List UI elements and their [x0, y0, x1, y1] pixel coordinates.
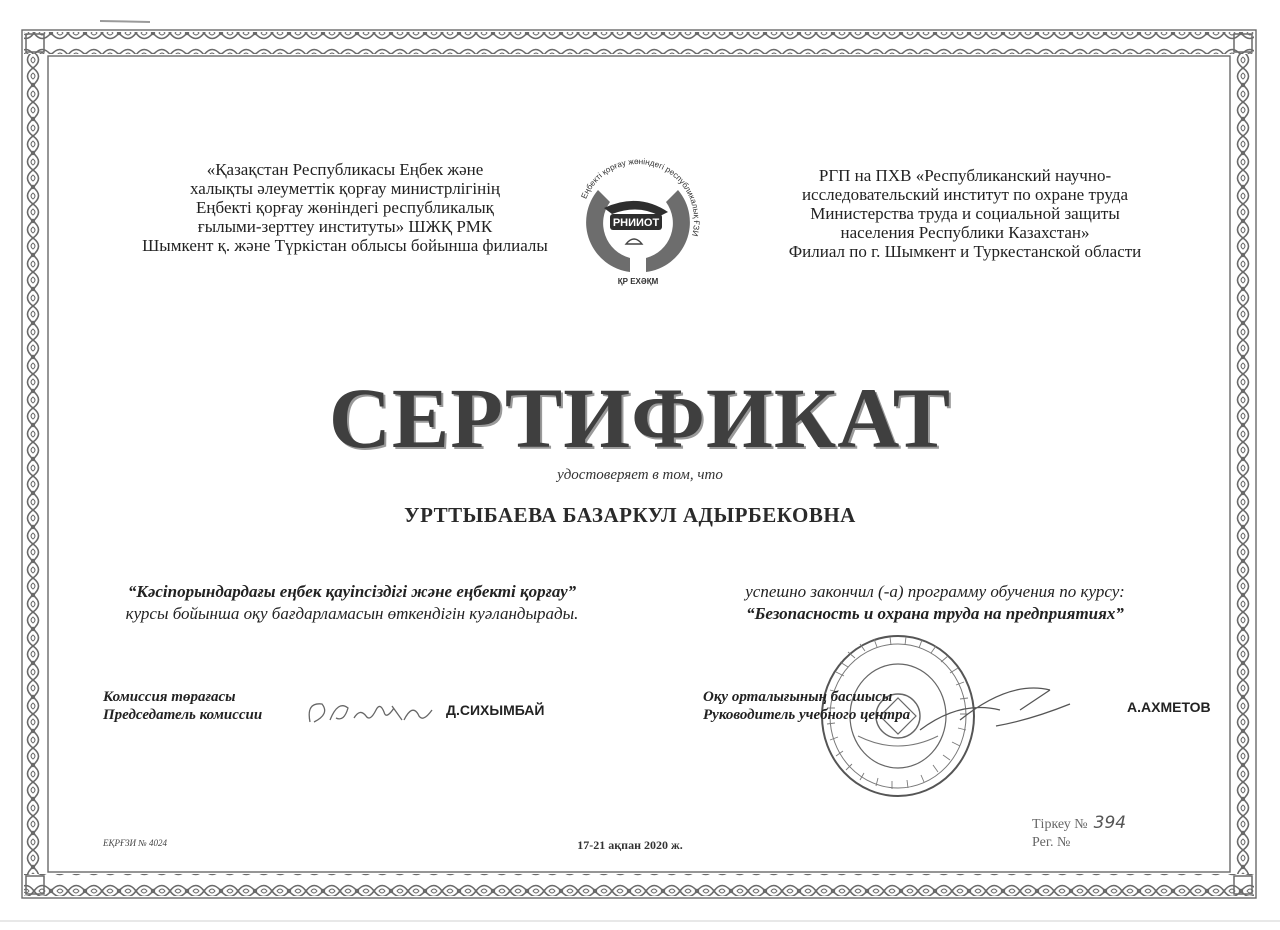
registration-number-block [1032, 814, 1126, 852]
header-right-line: исследовательский институт по охране труда [801, 185, 1129, 204]
course-date: 17-21 ақпан 2020 ж. [577, 838, 683, 852]
header-right-line: населения Республики Казахстан» [840, 223, 1090, 242]
header-right-line: Филиал по г. Шымкент и Туркестанской области [788, 242, 1142, 261]
chair-name: Д.СИХЫМБАЙ [446, 702, 545, 718]
registry-code: ЕҚРҒЗИ № 4024 [103, 838, 168, 848]
scan-edge-line [0, 920, 1280, 922]
reg-number: 394 [1093, 813, 1127, 833]
header-right-line: Министерства труда и социальной защиты [810, 204, 1120, 223]
header-left-line: «Қазақстан Республикасы Еңбек және [206, 160, 484, 179]
header-left-line: халықты әлеуметтік қорғау министрлігінің [189, 179, 501, 198]
course-text-ru: успешно закончил (-а) программу обучения по курсу: [745, 582, 1125, 601]
header-left-line: Еңбекті қорғау жөніндегі республикалық [196, 198, 494, 217]
course-title-ru: “Безопасность и охрана труда на предприятиях” [746, 604, 1124, 623]
logo-center-text: РНИИОТ [612, 217, 660, 229]
course-block-ru [690, 581, 1180, 625]
certificate-title: СЕРТИФИКАТ [328, 370, 952, 466]
header-left-kz [100, 160, 590, 255]
header-right-line: РГП на ПХВ «Республиканский научно- [818, 166, 1112, 185]
head-role-kz: Оқу орталығының басшысы [703, 689, 893, 705]
left-signature-icon [300, 692, 440, 732]
certifies-text: удостоверяет в том, что [557, 467, 723, 483]
course-title-kz: “Кәсіпорындардағы еңбек қауіпсіздігі және еңбекті қорғау” [127, 582, 577, 601]
scan-mark [100, 18, 150, 24]
course-text-kz: курсы бойынша оқу бағдарламасын өткендігін куәландырады. [125, 604, 579, 623]
chair-role-ru: Председатель комиссии [103, 707, 263, 723]
chair-role-kz: Комиссия төрағасы [103, 689, 236, 705]
head-name: А.АХМЕТОВ [1127, 699, 1211, 715]
header-right-ru [745, 166, 1185, 261]
head-role-ru: Руководитель учебного центра [703, 707, 911, 723]
recipient-name: УРТТЫБАЕВА БАЗАРКУЛ АДЫРБЕКОВНА [404, 503, 856, 527]
reg-label-kz: Тіркеу № [1032, 817, 1088, 832]
rniiot-logo-icon [568, 150, 708, 290]
header-left-line: ғылыми-зерттеу институты» ШЖҚ РМК [197, 217, 493, 236]
right-signature-icon [900, 660, 1080, 750]
course-block-kz [92, 581, 612, 625]
header-left-line: Шымкент қ. және Түркістан облысы бойынша филиалы [142, 236, 548, 255]
logo-bottom-text: ҚР ЕХӘҚМ [617, 277, 659, 286]
signature-right-block [703, 688, 910, 724]
reg-label-ru: Рег. № [1032, 835, 1071, 850]
signature-left-block [103, 688, 262, 724]
logo-ring-textpath: Еңбекті қорғау жөніндегі республикалық ҒЗИ [579, 156, 702, 238]
